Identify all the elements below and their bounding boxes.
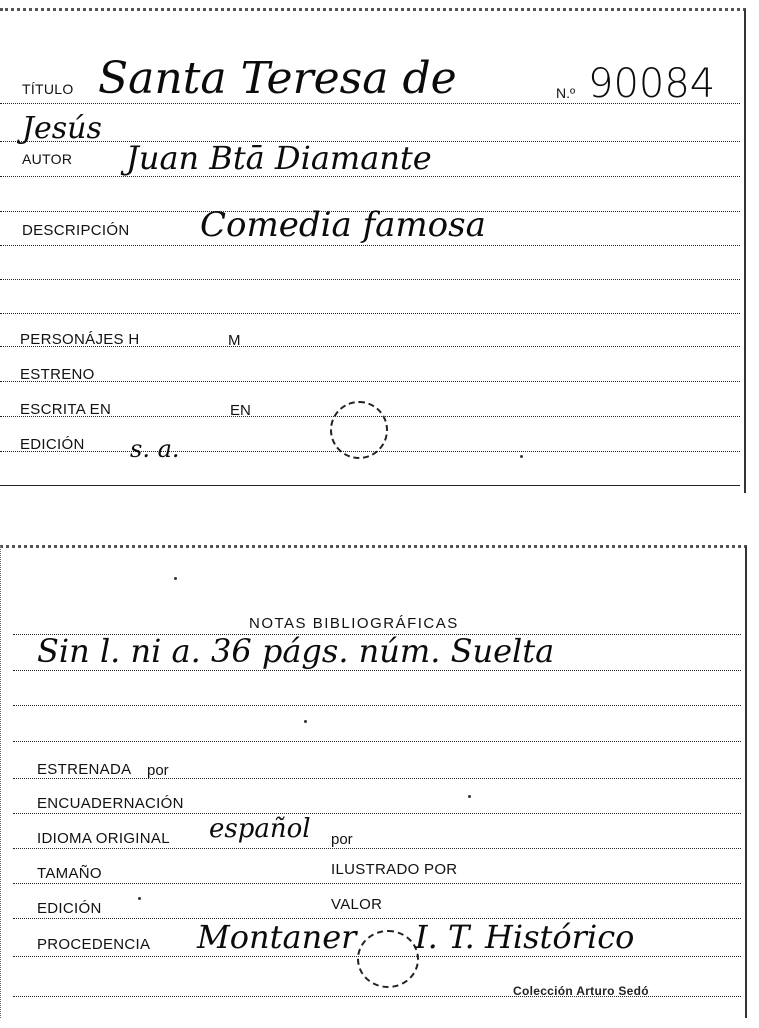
- escrita-en-label: EN: [230, 402, 251, 419]
- rule-bottom: [0, 485, 740, 486]
- descripcion-label: DESCRIPCIÓN: [22, 222, 130, 239]
- notas-value: Sin l. ni a. 36 págs. núm. Suelta: [37, 632, 555, 670]
- personajes-m-label: M: [228, 332, 241, 349]
- titulo-value: Santa Teresa de: [98, 53, 457, 104]
- rule-blank-4: [13, 705, 741, 706]
- rule-blank-2: [0, 279, 740, 280]
- procedencia-label: PROCEDENCIA: [37, 936, 151, 953]
- edicion-value: s. a.: [130, 435, 180, 463]
- catalog-card-back: [0, 545, 747, 1018]
- idioma-value: español: [209, 814, 311, 844]
- scan-speck: [304, 720, 307, 723]
- idioma-por: por: [331, 831, 353, 848]
- titulo-label: TÍTULO: [22, 81, 74, 97]
- ilustrado-label: ILUSTRADO POR: [331, 861, 458, 878]
- library-stamp-back: [357, 930, 419, 988]
- scan-speck: [520, 455, 523, 458]
- edicion-label-back: EDICIÓN: [37, 900, 102, 917]
- catalog-card-front: [0, 8, 746, 493]
- tamano-label: TAMAÑO: [37, 865, 102, 882]
- rule-tamano: [13, 883, 741, 884]
- collection-imprint: Colección Arturo Sedó: [513, 984, 649, 998]
- rule-blank-5: [13, 741, 741, 742]
- numero-value: 90084: [588, 61, 716, 107]
- personajes-label: PERSONÁJES H: [20, 331, 140, 348]
- scan-speck: [468, 795, 471, 798]
- procedencia-value: Montaner: [197, 918, 357, 956]
- valor-label: VALOR: [331, 896, 383, 913]
- numero-label: N.º: [556, 85, 576, 101]
- rule-blank-3: [0, 313, 740, 314]
- encuadernacion-label: ENCUADERNACIÓN: [37, 795, 184, 812]
- edicion-label: EDICIÓN: [20, 436, 85, 453]
- descripcion-value: Comedia famosa: [200, 205, 486, 245]
- rule-estrenada: [13, 778, 741, 779]
- rule-encuadernacion: [13, 813, 741, 814]
- library-stamp-front: [330, 401, 388, 459]
- rule-notas-value: [13, 670, 741, 671]
- estrenada-label: ESTRENADA: [37, 761, 132, 778]
- idioma-label: IDIOMA ORIGINAL: [37, 830, 170, 847]
- rule-descripcion: [0, 245, 740, 246]
- rule-estreno: [0, 381, 740, 382]
- escrita-label: ESCRITA EN: [20, 401, 112, 418]
- estrenada-por: por: [147, 762, 169, 779]
- scan-speck: [138, 897, 141, 900]
- notas-heading: NOTAS BIBLIOGRÁFICAS: [249, 615, 459, 632]
- autor-value: Juan Btā Diamante: [126, 139, 432, 177]
- rule-idioma: [13, 848, 741, 849]
- procedencia-value-2: I. T. Histórico: [415, 918, 635, 956]
- estreno-label: ESTRENO: [20, 366, 95, 383]
- scan-speck: [174, 577, 177, 580]
- titulo-value-cont: Jesús: [22, 111, 102, 146]
- autor-label: AUTOR: [22, 151, 73, 167]
